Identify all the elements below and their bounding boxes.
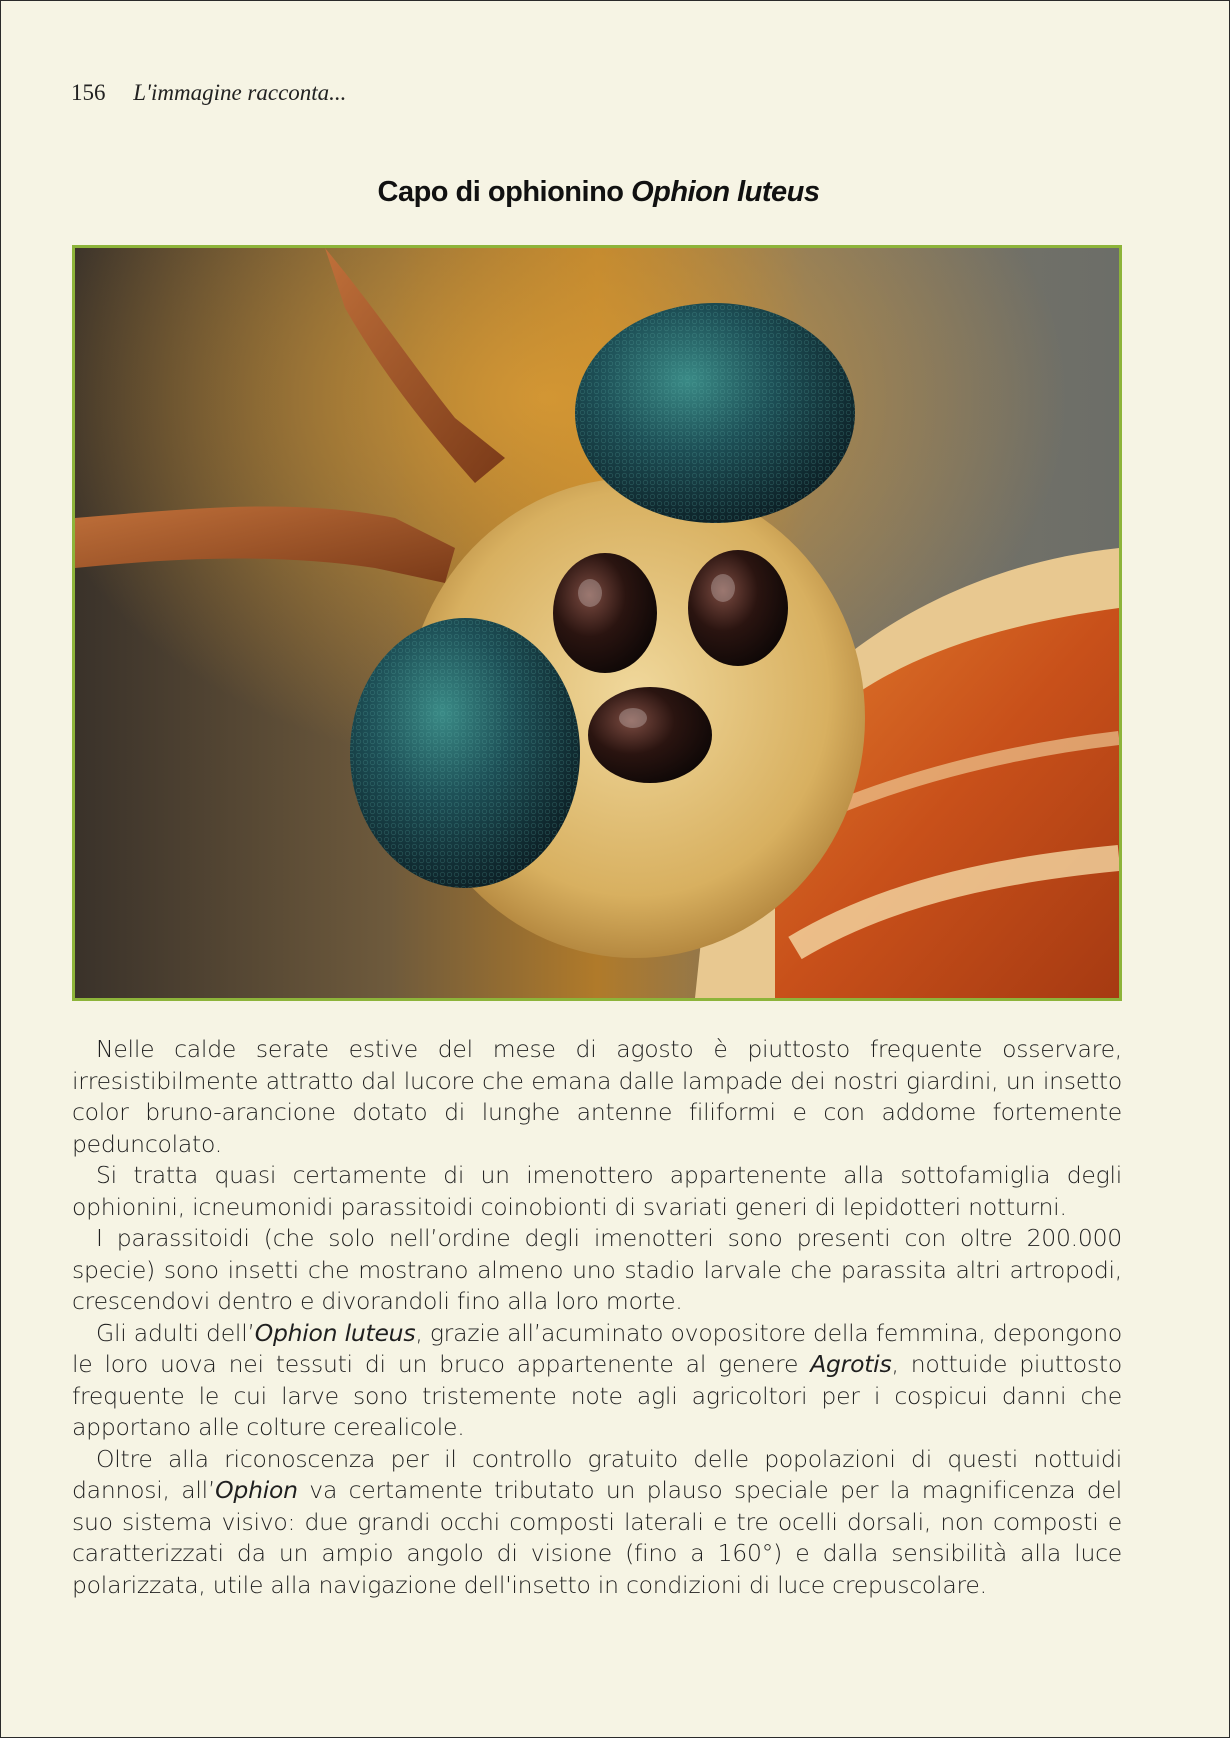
text-run: Gli adulti dell’ (96, 1318, 255, 1347)
paragraph (72, 1444, 1122, 1602)
text-run: va certamente tributato un plauso speciale per la magnificenza del suo sistema visivo: due grandi occhi composti laterali e tre ocelli dorsali, non composti e caratterizzati da un ampio angolo di visione (fino a 160°) e dalla sensibilità alla luce polarizzata, utile alla navigazione dell'insetto in condizioni di luce crepuscolare. (72, 1476, 1123, 1599)
paragraph (72, 1034, 1122, 1160)
paragraph (72, 1160, 1122, 1223)
italic-term: Agrotis (810, 1350, 892, 1378)
italic-term: Ophion luteus (254, 1318, 416, 1347)
running-head (71, 80, 346, 106)
text-run: Si tratta quasi certamente di un imenottero appartenente alla sottofamiglia degli ophionini, icneumonidi parassitoidi coinobionti di svariati generi di lepidotteri notturni. (72, 1161, 1122, 1221)
section-heading (0, 176, 1197, 209)
text-run: , grazie all’acuminato ovopositore della femmina, depongono le loro uova nei tessuti di un bruco appartenente al genere (72, 1318, 1122, 1378)
italic-term: Ophion (215, 1476, 298, 1504)
heading-text: Capo di ophionino (377, 176, 632, 208)
text-run: I parassitoidi (che solo nell’ordine degli imenotteri sono presenti con oltre 200.000 specie) sono insetti che mostrano almeno uno stadio larvale che parassita altri artropodi, crescendovi dentro e divorandoli fino alla loro morte. (72, 1224, 1122, 1315)
paragraph (72, 1223, 1122, 1318)
body-text (72, 1034, 1122, 1601)
running-title: L'immagine racconta... (133, 80, 347, 105)
text-run: , nottuide piuttosto frequente le cui larve sono tristemente note agli agricoltori per i cospicui danni che apportano alle colture cerealicole. (72, 1350, 1122, 1441)
insect-photo-illustration (75, 248, 1119, 998)
paragraph (72, 1318, 1122, 1444)
text-run: Oltre alla riconoscenza per il controllo gratuito delle popolazioni di questi nottuidi dannosi, all’ (72, 1444, 1122, 1504)
insect-photo (72, 245, 1122, 1001)
page-number: 156 (71, 80, 106, 105)
heading-scientific-name: Ophion luteus (631, 176, 820, 208)
text-run: Nelle calde serate estive del mese di agosto è piuttosto frequente osservare, irresistibilmente attratto dal lucore che emana dalle lampade dei nostri giardini, un insetto color bruno-arancione dotato di lunghe antenne filiformi e con addome fortemente peduncolato. (72, 1035, 1122, 1158)
